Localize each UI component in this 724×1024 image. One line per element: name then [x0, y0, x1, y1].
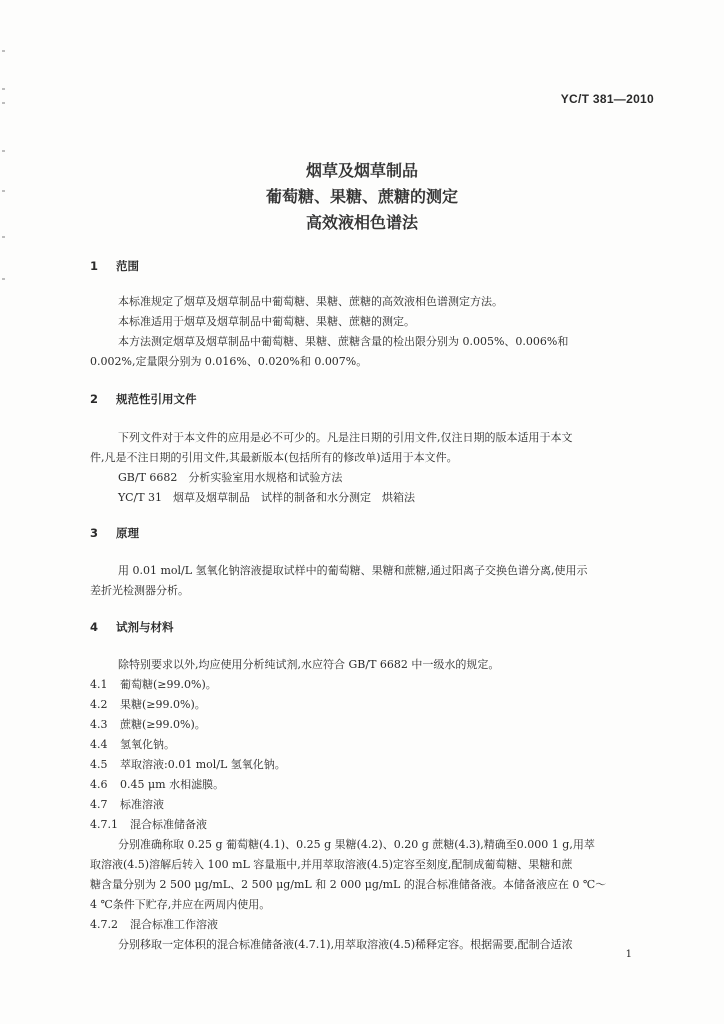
- paragraph-line: 本标准规定了烟草及烟草制品中葡萄糖、果糖、蔗糖的高效液相色谱测定方法。: [118, 295, 503, 308]
- paragraph-line: 下列文件对于本文件的应用是必不可少的。凡是注日期的引用文件,仅注日期的版本适用于本文: [118, 431, 573, 444]
- section-title: 范围: [116, 259, 139, 273]
- section-2-heading: [90, 391, 197, 407]
- section-title: 试剂与材料: [116, 620, 174, 634]
- item-text: 0.45 μm 水相滤膜。: [120, 778, 225, 791]
- item-number: 4.7.2: [90, 918, 118, 931]
- section-4-heading: [90, 619, 174, 635]
- section-number: 1: [90, 259, 99, 273]
- standard-code: YC/T 381—2010: [560, 92, 654, 106]
- paragraph-line: 4 ℃条件下贮存,并应在两周内使用。: [90, 898, 271, 911]
- item-number: 4.2: [90, 698, 108, 711]
- reference-gbt-6682: GB/T 6682 分析实验室用水规格和试验方法: [118, 471, 343, 484]
- paragraph-line: 0.002%,定量限分别为 0.016%、0.020%和 0.007%。: [90, 355, 368, 368]
- list-item: [90, 756, 286, 772]
- section-number: 4: [90, 620, 99, 634]
- list-item: [90, 676, 217, 692]
- paragraph-line: 糖含量分别为 2 500 μg/mL、2 500 μg/mL 和 2 000 μg/mL 的混合标准储备液。本储备液应在 0 ℃～: [90, 878, 607, 891]
- title-line-1: 烟草及烟草制品: [305, 161, 418, 180]
- item-text: 葡萄糖(≥99.0%)。: [120, 678, 217, 691]
- item-text: 混合标准储备液: [130, 818, 207, 831]
- item-number: 4.7.1: [90, 818, 118, 831]
- item-number: 4.6: [90, 778, 108, 791]
- section-title: 规范性引用文件: [116, 392, 197, 406]
- paragraph-line: 本方法测定烟草及烟草制品中葡萄糖、果糖、蔗糖含量的检出限分别为 0.005%、0.006%和: [118, 335, 569, 348]
- paragraph-line: 分别移取一定体积的混合标准储备液(4.7.1),用萃取溶液(4.5)稀释定容。根据需要,配制合适浓: [118, 938, 573, 951]
- title-line-2: 葡萄糖、果糖、蔗糖的测定: [265, 187, 458, 206]
- item-number: 4.7: [90, 798, 108, 811]
- section-1-heading: [90, 258, 139, 274]
- item-text: 氢氧化钠。: [120, 738, 175, 751]
- section-3-heading: [90, 525, 139, 541]
- paragraph-line: 除特别要求以外,均应使用分析纯试剂,水应符合 GB/T 6682 中一级水的规定。: [118, 658, 500, 671]
- section-number: 3: [90, 526, 99, 540]
- paragraph-line: 用 0.01 mol/L 氢氧化钠溶液提取试样中的葡萄糖、果糖和蔗糖,通过阳离子交换色谱分离,使用示: [118, 564, 588, 577]
- paragraph-line: 取溶液(4.5)溶解后转入 100 mL 容量瓶中,并用萃取溶液(4.5)定容至刻度,配制成葡萄糖、果糖和蔗: [90, 858, 573, 871]
- subsection-4-7-2-heading: [90, 916, 218, 932]
- item-text: 果糖(≥99.0%)。: [120, 698, 206, 711]
- paragraph-line: 分别准确称取 0.25 g 葡萄糖(4.1)、0.25 g 果糖(4.2)、0.20 g 蔗糖(4.3),精确至0.000 1 g,用萃: [118, 838, 595, 851]
- list-item: [90, 736, 175, 752]
- paragraph-line: 本标准适用于烟草及烟草制品中葡萄糖、果糖、蔗糖的测定。: [118, 315, 415, 328]
- item-number: 4.4: [90, 738, 108, 751]
- title-line-3: 高效液相色谱法: [305, 213, 418, 232]
- list-item: [90, 776, 224, 792]
- list-item: [90, 696, 206, 712]
- paragraph-line: 件,凡是不注日期的引用文件,其最新版本(包括所有的修改单)适用于本文件。: [90, 451, 458, 464]
- subsection-4-7-1-heading: [90, 816, 207, 832]
- item-number: 4.3: [90, 718, 108, 731]
- item-text: 萃取溶液:0.01 mol/L 氢氧化钠。: [120, 758, 286, 771]
- section-number: 2: [90, 392, 99, 406]
- item-text: 标准溶液: [120, 798, 164, 811]
- list-item: [90, 796, 164, 812]
- list-item: [90, 716, 206, 732]
- page-number: 1: [625, 949, 632, 960]
- item-text: 混合标准工作溶液: [130, 918, 218, 931]
- reference-yct-31: YC/T 31 烟草及烟草制品 试样的制备和水分测定 烘箱法: [118, 491, 416, 504]
- item-number: 4.1: [90, 678, 108, 691]
- item-number: 4.5: [90, 758, 108, 771]
- item-text: 蔗糖(≥99.0%)。: [120, 718, 206, 731]
- section-title: 原理: [116, 526, 139, 540]
- paragraph-line: 差折光检测器分析。: [90, 584, 189, 597]
